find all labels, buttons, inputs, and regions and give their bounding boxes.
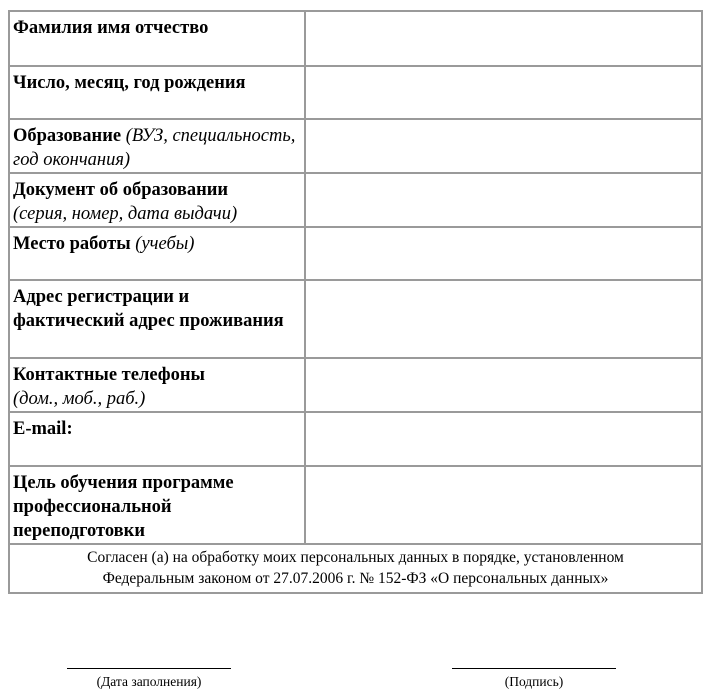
form-row-birth-date: [9, 66, 702, 119]
signature-fill-line[interactable]: [452, 668, 616, 669]
date-signature-block: [67, 668, 231, 690]
email-field[interactable]: [305, 412, 702, 466]
workplace-label: Место работы: [13, 234, 136, 254]
education-document-label-cell: [9, 173, 305, 227]
form-row-address: [9, 280, 702, 358]
full-name-label-cell: [9, 11, 305, 66]
form-row-email: [9, 412, 702, 466]
phones-hint: (дом., моб., раб.): [13, 389, 146, 409]
education-field[interactable]: [305, 119, 702, 173]
consent-statement: [9, 544, 702, 593]
training-goal-label: Цель обучения программе профессиональной переподготовки: [13, 473, 234, 541]
email-label-cell: [9, 412, 305, 466]
phones-label-cell: [9, 358, 305, 412]
full-name-label: Фамилия имя отчество: [13, 18, 209, 38]
form-row-training-goal: [9, 466, 702, 544]
education-document-hint: (серия, номер, дата выдачи): [13, 204, 238, 224]
date-fill-line[interactable]: [67, 668, 231, 669]
form-row-workplace: [9, 227, 702, 280]
workplace-label-cell: [9, 227, 305, 280]
education-hint: (ВУЗ, специальность, год окончания): [13, 126, 296, 170]
email-label: E-mail:: [13, 419, 73, 439]
training-goal-label-cell: [9, 466, 305, 544]
address-label: Адрес регистрации и фактический адрес проживания: [13, 287, 284, 331]
education-document-label: Документ об образовании: [13, 180, 229, 200]
birth-date-label: Число, месяц, год рождения: [13, 73, 246, 93]
form-row-full-name: [9, 11, 702, 66]
workplace-hint: (учебы): [135, 234, 195, 254]
consent-line-2: Федеральным законом от 27.07.2006 г. № 152-ФЗ «О персональных данных»: [102, 570, 609, 587]
training-goal-field[interactable]: [305, 466, 702, 544]
form-row-phones: [9, 358, 702, 412]
signature-block: [452, 668, 616, 690]
workplace-field[interactable]: [305, 227, 702, 280]
education-label-cell: [9, 119, 305, 173]
address-field[interactable]: [305, 280, 702, 358]
form-row-consent: [9, 544, 702, 593]
education-document-field[interactable]: [305, 173, 702, 227]
consent-line-1: Согласен (а) на обработку моих персональных данных в порядке, установленном: [87, 549, 624, 566]
full-name-field[interactable]: [305, 11, 702, 66]
date-caption: (Дата заполнения): [96, 674, 202, 689]
education-label: Образование: [13, 126, 126, 146]
signature-caption: (Подпись): [504, 674, 564, 689]
phones-field[interactable]: [305, 358, 702, 412]
personal-data-form: [8, 10, 703, 594]
address-label-cell: [9, 280, 305, 358]
form-row-education: [9, 119, 702, 173]
birth-date-field[interactable]: [305, 66, 702, 119]
phones-label: Контактные телефоны: [13, 365, 205, 385]
birth-date-label-cell: [9, 66, 305, 119]
form-row-education-document: [9, 173, 702, 227]
